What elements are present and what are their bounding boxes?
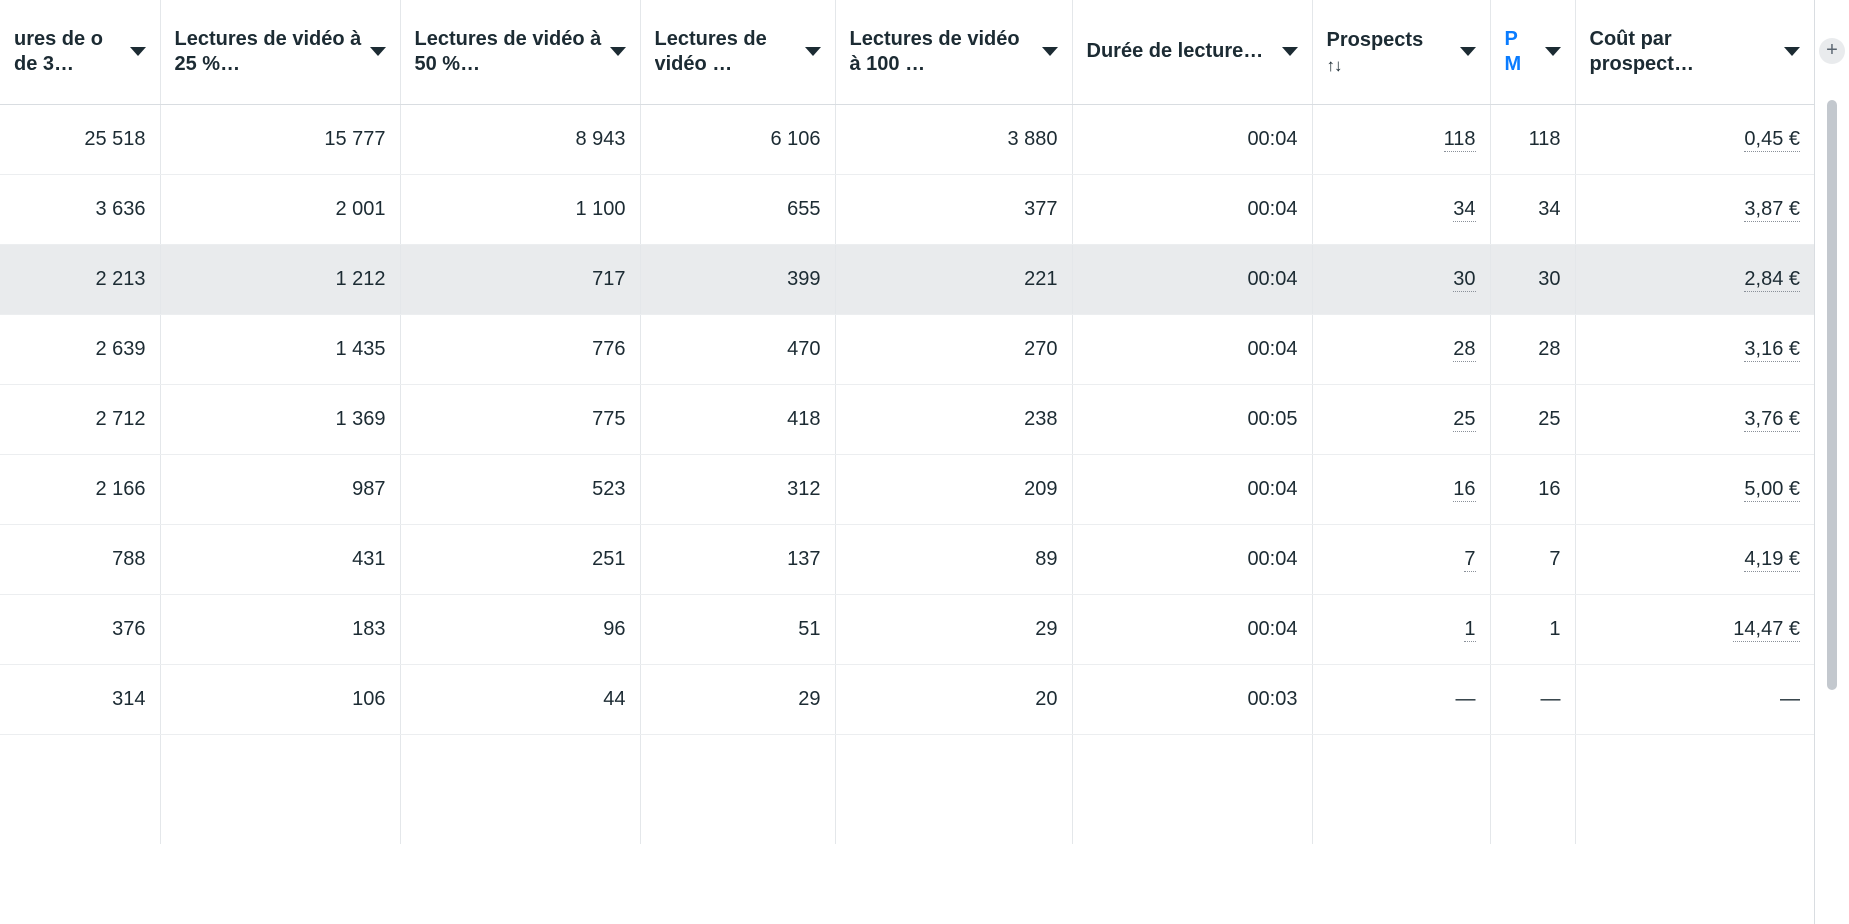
cell-video-plays-50: 775	[400, 384, 640, 454]
cell-leads[interactable]	[1312, 594, 1490, 664]
table-row[interactable]	[0, 454, 1814, 524]
cell-video-plays-25: 1 369	[160, 384, 400, 454]
leads-link[interactable]: 25	[1453, 407, 1476, 430]
cell-video-plays-25: 15 777	[160, 104, 400, 174]
cell-video-plays-75: 137	[640, 524, 835, 594]
cell-video-plays-3s: 314	[0, 664, 160, 734]
cost-per-lead-link[interactable]: 5,00 €	[1744, 477, 1800, 500]
chevron-down-icon[interactable]	[130, 47, 146, 56]
cell-video-plays-3s: 788	[0, 524, 160, 594]
cell-video-plays-3s: 25 518	[0, 104, 160, 174]
add-column-button[interactable]: +	[1819, 38, 1845, 64]
cell-video-plays-25: 183	[160, 594, 400, 664]
cell-leads[interactable]	[1312, 314, 1490, 384]
column-header-leads-pm[interactable]	[1490, 0, 1575, 104]
cell-leads-pm: 28	[1490, 314, 1575, 384]
cell-leads[interactable]	[1312, 174, 1490, 244]
chevron-down-icon[interactable]	[1784, 47, 1800, 56]
cost-per-lead-link[interactable]: 3,76 €	[1744, 407, 1800, 430]
leads-link[interactable]: 30	[1453, 267, 1476, 290]
table-row[interactable]	[0, 244, 1814, 314]
column-header-video-plays-25[interactable]	[160, 0, 400, 104]
cell-video-plays-75: 6 106	[640, 104, 835, 174]
cell-empty	[1575, 734, 1814, 844]
cell-play-duration: 00:05	[1072, 384, 1312, 454]
cell-video-plays-75: 655	[640, 174, 835, 244]
cell-leads-pm: 25	[1490, 384, 1575, 454]
cell-empty	[0, 734, 160, 844]
chevron-down-icon[interactable]	[1042, 47, 1058, 56]
column-header-leads[interactable]	[1312, 0, 1490, 104]
cell-video-plays-25: 1 435	[160, 314, 400, 384]
cell-video-plays-50: 44	[400, 664, 640, 734]
column-header-label: P M	[1504, 27, 1522, 75]
table-row[interactable]	[0, 174, 1814, 244]
column-header-label: Lectures de vidéo …	[654, 27, 767, 75]
column-header-video-plays-50[interactable]	[400, 0, 640, 104]
cell-empty	[1312, 734, 1490, 844]
table-row[interactable]	[0, 314, 1814, 384]
cell-empty	[640, 734, 835, 844]
cell-video-plays-75: 470	[640, 314, 835, 384]
cell-video-plays-25: 2 001	[160, 174, 400, 244]
column-header-label: Lectures de vidéo à 25 %…	[174, 27, 362, 75]
table-body	[0, 104, 1814, 844]
cost-per-lead-link[interactable]: 3,16 €	[1744, 337, 1800, 360]
cell-empty	[1490, 734, 1575, 844]
cell-cost-per-lead[interactable]	[1575, 384, 1814, 454]
column-header-video-plays-75[interactable]	[640, 0, 835, 104]
chevron-down-icon[interactable]	[1282, 47, 1298, 56]
cell-video-plays-25: 1 212	[160, 244, 400, 314]
cell-leads-pm: 34	[1490, 174, 1575, 244]
cell-video-plays-3s: 2 166	[0, 454, 160, 524]
cell-play-duration: 00:04	[1072, 524, 1312, 594]
leads-link[interactable]: 34	[1453, 197, 1476, 220]
cell-cost-per-lead[interactable]	[1575, 594, 1814, 664]
cell-video-plays-75: 399	[640, 244, 835, 314]
cell-play-duration: 00:04	[1072, 314, 1312, 384]
table-row[interactable]	[0, 384, 1814, 454]
column-header-video-plays-3s[interactable]	[0, 0, 160, 104]
cell-cost-per-lead[interactable]	[1575, 524, 1814, 594]
cell-play-duration: 00:04	[1072, 104, 1312, 174]
cell-video-plays-3s: 2 712	[0, 384, 160, 454]
column-header-play-duration[interactable]	[1072, 0, 1312, 104]
cost-per-lead-link[interactable]: 3,87 €	[1744, 197, 1800, 220]
cell-cost-per-lead[interactable]	[1575, 454, 1814, 524]
cell-play-duration: 00:04	[1072, 594, 1312, 664]
cell-video-plays-100: 29	[835, 594, 1072, 664]
cell-video-plays-50: 251	[400, 524, 640, 594]
cost-per-lead-link[interactable]: 14,47 €	[1733, 617, 1800, 640]
cell-cost-per-lead: —	[1575, 664, 1814, 734]
cell-video-plays-100: 89	[835, 524, 1072, 594]
chevron-down-icon[interactable]	[1460, 47, 1476, 56]
sort-indicator-icon[interactable]: ↑↓	[1326, 55, 1342, 75]
cell-empty	[1072, 734, 1312, 844]
leads-link[interactable]: 1	[1464, 617, 1476, 640]
cell-video-plays-75: 312	[640, 454, 835, 524]
cell-cost-per-lead[interactable]	[1575, 244, 1814, 314]
table-row[interactable]	[0, 664, 1814, 734]
cell-video-plays-75: 29	[640, 664, 835, 734]
table-row[interactable]	[0, 104, 1814, 174]
cell-video-plays-25: 106	[160, 664, 400, 734]
cell-video-plays-100: 209	[835, 454, 1072, 524]
column-header-label: Durée de lecture…	[1086, 40, 1264, 63]
cell-play-duration: 00:04	[1072, 174, 1312, 244]
column-header-label: Prospects	[1326, 28, 1424, 51]
cell-video-plays-50: 8 943	[400, 104, 640, 174]
cell-video-plays-3s: 2 639	[0, 314, 160, 384]
chevron-down-icon[interactable]	[805, 47, 821, 56]
cell-video-plays-75: 418	[640, 384, 835, 454]
cell-leads-pm: 1	[1490, 594, 1575, 664]
cell-cost-per-lead[interactable]	[1575, 314, 1814, 384]
leads-link[interactable]: 118	[1443, 127, 1476, 150]
cell-video-plays-3s: 376	[0, 594, 160, 664]
cell-leads-pm: 16	[1490, 454, 1575, 524]
cell-leads[interactable]	[1312, 104, 1490, 174]
leads-link[interactable]: 7	[1464, 547, 1476, 570]
cell-leads-pm: —	[1490, 664, 1575, 734]
cell-video-plays-50: 717	[400, 244, 640, 314]
cell-empty	[400, 734, 640, 844]
cell-video-plays-50: 523	[400, 454, 640, 524]
cell-cost-per-lead[interactable]	[1575, 174, 1814, 244]
leads-link[interactable]: 16	[1453, 477, 1476, 500]
leads-link[interactable]: 28	[1453, 337, 1476, 360]
cell-video-plays-50: 96	[400, 594, 640, 664]
cell-video-plays-100: 3 880	[835, 104, 1072, 174]
column-header-cost-per-lead[interactable]	[1575, 0, 1814, 104]
cell-video-plays-100: 270	[835, 314, 1072, 384]
cell-video-plays-50: 1 100	[400, 174, 640, 244]
cell-leads: —	[1312, 664, 1490, 734]
table-header-row	[0, 0, 1814, 104]
cell-video-plays-100: 377	[835, 174, 1072, 244]
cost-per-lead-link[interactable]: 0,45 €	[1744, 127, 1800, 150]
chevron-down-icon[interactable]	[370, 47, 386, 56]
cell-leads[interactable]	[1312, 524, 1490, 594]
cell-video-plays-100: 221	[835, 244, 1072, 314]
cell-video-plays-50: 776	[400, 314, 640, 384]
cost-per-lead-link[interactable]: 4,19 €	[1744, 547, 1800, 570]
column-header-label: Lectures de vidéo à 100 …	[849, 27, 1020, 75]
cell-play-duration: 00:04	[1072, 244, 1312, 314]
cell-video-plays-100: 20	[835, 664, 1072, 734]
cell-video-plays-3s: 3 636	[0, 174, 160, 244]
cell-leads[interactable]	[1312, 384, 1490, 454]
table-row[interactable]	[0, 594, 1814, 664]
cell-empty	[835, 734, 1072, 844]
cell-leads-pm: 30	[1490, 244, 1575, 314]
chevron-down-icon[interactable]	[1545, 47, 1561, 56]
cell-leads[interactable]	[1312, 244, 1490, 314]
column-header-label: Lectures de vidéo à 50 %…	[414, 27, 602, 75]
table-row[interactable]	[0, 524, 1814, 594]
cell-leads[interactable]	[1312, 454, 1490, 524]
cell-cost-per-lead[interactable]	[1575, 104, 1814, 174]
cell-play-duration: 00:03	[1072, 664, 1312, 734]
vertical-scrollbar[interactable]	[1827, 100, 1837, 800]
column-header-label: ures de o de 3…	[14, 27, 103, 75]
cell-empty	[160, 734, 400, 844]
column-header-label: Coût par prospect…	[1589, 27, 1694, 75]
cell-video-plays-25: 431	[160, 524, 400, 594]
table-row-empty	[0, 734, 1814, 844]
cell-play-duration: 00:04	[1072, 454, 1312, 524]
vertical-scrollbar-thumb[interactable]	[1827, 100, 1837, 690]
cost-per-lead-link[interactable]: 2,84 €	[1744, 267, 1800, 290]
cell-video-plays-3s: 2 213	[0, 244, 160, 314]
table-right-rail	[1814, 0, 1849, 924]
cell-video-plays-25: 987	[160, 454, 400, 524]
column-header-video-plays-100[interactable]	[835, 0, 1072, 104]
cell-leads-pm: 7	[1490, 524, 1575, 594]
cell-leads-pm: 118	[1490, 104, 1575, 174]
chevron-down-icon[interactable]	[610, 47, 626, 56]
cell-video-plays-75: 51	[640, 594, 835, 664]
cell-video-plays-100: 238	[835, 384, 1072, 454]
